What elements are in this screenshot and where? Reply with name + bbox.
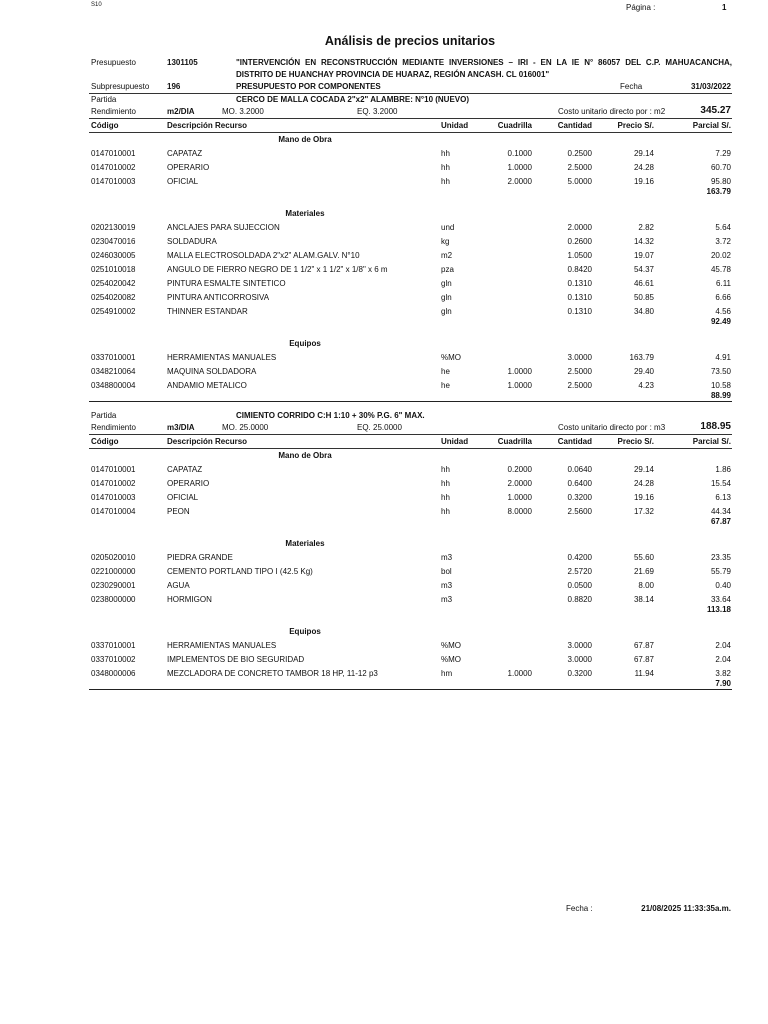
cell-descripcion: PINTURA ANTICORROSIVA bbox=[167, 293, 270, 302]
eq-rendimiento: EQ. 3.2000 bbox=[357, 107, 398, 116]
cell-cuadrilla: 2.0000 bbox=[507, 479, 532, 488]
section-title: Equipos bbox=[289, 339, 321, 348]
cell-descripcion: HORMIGON bbox=[167, 595, 212, 604]
column-cuadrilla: Cuadrilla bbox=[497, 121, 532, 130]
cell-parcial: 2.04 bbox=[715, 641, 731, 650]
cell-cantidad: 3.0000 bbox=[567, 655, 592, 664]
cell-unidad: bol bbox=[441, 567, 452, 576]
partida-label: Partida bbox=[91, 95, 117, 104]
column-cuadrilla: Cuadrilla bbox=[497, 437, 532, 446]
section-subtotal: 113.18 bbox=[706, 605, 731, 614]
table-row bbox=[0, 478, 768, 490]
cell-unidad: hh bbox=[441, 493, 450, 502]
column-parcial: Parcial S/. bbox=[692, 437, 731, 446]
cell-parcial: 60.70 bbox=[710, 163, 731, 172]
divider bbox=[89, 93, 732, 94]
cell-codigo: 0230470016 bbox=[91, 237, 136, 246]
cell-precio: 29.14 bbox=[633, 149, 654, 158]
section-title: Mano de Obra bbox=[278, 451, 332, 460]
partida-description: CIMIENTO CORRIDO C:H 1:10 + 30% P.G. 6" MAX. bbox=[236, 411, 425, 420]
cell-precio: 67.87 bbox=[633, 641, 654, 650]
cell-precio: 24.28 bbox=[633, 163, 654, 172]
cell-codigo: 0254020042 bbox=[91, 279, 136, 288]
cell-unidad: und bbox=[441, 223, 455, 232]
cell-descripcion: MAQUINA SOLDADORA bbox=[167, 367, 257, 376]
section-title: Mano de Obra bbox=[278, 135, 332, 144]
table-row bbox=[0, 250, 768, 262]
cell-descripcion: PINTURA ESMALTE SINTETICO bbox=[167, 279, 286, 288]
cell-cantidad: 0.1310 bbox=[567, 293, 592, 302]
section-title: Materiales bbox=[285, 209, 325, 218]
table-row bbox=[0, 566, 768, 578]
cell-cuadrilla: 0.1000 bbox=[507, 149, 532, 158]
table-row bbox=[0, 594, 768, 606]
subpresupuesto-description: PRESUPUESTO POR COMPONENTES bbox=[236, 82, 381, 91]
cell-precio: 19.16 bbox=[633, 493, 654, 502]
cell-cantidad: 3.0000 bbox=[567, 641, 592, 650]
cell-descripcion: AGUA bbox=[167, 581, 190, 590]
cell-precio: 163.79 bbox=[629, 353, 654, 362]
cell-unidad: hm bbox=[441, 669, 453, 678]
cell-parcial: 33.64 bbox=[710, 595, 731, 604]
rendimiento-unit: m3/DIA bbox=[167, 423, 195, 432]
cell-precio: 17.32 bbox=[633, 507, 654, 516]
cell-unidad: m3 bbox=[441, 581, 453, 590]
cell-cantidad: 0.3200 bbox=[567, 669, 592, 678]
cell-codigo: 0230290001 bbox=[91, 581, 136, 590]
cell-cantidad: 1.0500 bbox=[567, 251, 592, 260]
cell-descripcion: OFICIAL bbox=[167, 493, 199, 502]
partida-description: CERCO DE MALLA COCADA 2"x2" ALAMBRE: N°10 (NUEVO) bbox=[236, 95, 470, 104]
divider bbox=[89, 132, 732, 133]
cell-parcial: 10.58 bbox=[710, 381, 731, 390]
cell-cantidad: 0.2500 bbox=[567, 149, 592, 158]
table-row bbox=[0, 580, 768, 592]
cell-parcial: 6.66 bbox=[715, 293, 731, 302]
rendimiento-label: Rendimiento bbox=[91, 423, 136, 432]
column-descripcion: Descripción Recurso bbox=[167, 437, 248, 446]
cell-codigo: 0337010001 bbox=[91, 353, 136, 362]
cell-codigo: 0254020082 bbox=[91, 293, 136, 302]
cell-parcial: 3.72 bbox=[715, 237, 731, 246]
cell-descripcion: THINNER ESTANDAR bbox=[167, 307, 248, 316]
cell-descripcion: CAPATAZ bbox=[167, 465, 203, 474]
cell-codigo: 0251010018 bbox=[91, 265, 136, 274]
cell-parcial: 6.13 bbox=[715, 493, 731, 502]
table-row bbox=[0, 264, 768, 276]
cell-codigo: 0147010003 bbox=[91, 177, 136, 186]
cell-unidad: kg bbox=[441, 237, 450, 246]
presupuesto-description-line2: DISTRITO DE HUANCHAY PROVINCIA DE HUARAZ, REGIÓN ANCASH. CL 016001" bbox=[236, 70, 550, 79]
cell-cantidad: 2.5720 bbox=[567, 567, 592, 576]
table-row bbox=[0, 292, 768, 304]
cell-codigo: 0147010001 bbox=[91, 149, 136, 158]
table-row bbox=[0, 366, 768, 378]
cell-cantidad: 5.0000 bbox=[567, 177, 592, 186]
section-title: Equipos bbox=[289, 627, 321, 636]
cell-precio: 14.32 bbox=[633, 237, 654, 246]
cell-cantidad: 0.1310 bbox=[567, 307, 592, 316]
cell-codigo: 0221000000 bbox=[91, 567, 136, 576]
divider bbox=[89, 118, 732, 119]
column-precio: Precio S/. bbox=[617, 437, 654, 446]
cell-cuadrilla: 1.0000 bbox=[507, 669, 532, 678]
cell-descripcion: OPERARIO bbox=[167, 163, 210, 172]
rendimiento-label: Rendimiento bbox=[91, 107, 136, 116]
fecha-value: 31/03/2022 bbox=[690, 82, 731, 91]
table-row bbox=[0, 492, 768, 504]
table-row bbox=[0, 552, 768, 564]
cell-unidad: gln bbox=[441, 307, 452, 316]
page-number: 1 bbox=[722, 3, 727, 12]
cell-cantidad: 2.5000 bbox=[567, 381, 592, 390]
cell-descripcion: PIEDRA GRANDE bbox=[167, 553, 233, 562]
cell-descripcion: HERRAMIENTAS MANUALES bbox=[167, 641, 277, 650]
cell-codigo: 0348210064 bbox=[91, 367, 136, 376]
cell-parcial: 6.11 bbox=[716, 279, 731, 288]
cell-descripcion: ANGULO DE FIERRO NEGRO DE 1 1/2" x 1 1/2" x 1/8" x 6 m bbox=[167, 265, 388, 274]
divider bbox=[89, 434, 732, 435]
table-row bbox=[0, 148, 768, 160]
section-subtotal: 88.99 bbox=[710, 391, 731, 400]
cell-unidad: hh bbox=[441, 465, 450, 474]
cell-cuadrilla: 1.0000 bbox=[507, 163, 532, 172]
footer-fecha-label: Fecha : bbox=[566, 904, 593, 913]
cell-parcial: 0.40 bbox=[715, 581, 731, 590]
cell-descripcion: SOLDADURA bbox=[167, 237, 217, 246]
cell-parcial: 15.54 bbox=[710, 479, 731, 488]
cell-precio: 29.40 bbox=[633, 367, 654, 376]
cell-cuadrilla: 1.0000 bbox=[507, 381, 532, 390]
cell-parcial: 4.56 bbox=[715, 307, 731, 316]
table-row bbox=[0, 380, 768, 392]
cell-unidad: he bbox=[441, 367, 450, 376]
cell-cantidad: 2.5000 bbox=[567, 367, 592, 376]
cell-precio: 34.80 bbox=[633, 307, 654, 316]
rendimiento-unit: m2/DIA bbox=[167, 107, 195, 116]
cell-cantidad: 0.8420 bbox=[567, 265, 592, 274]
cell-unidad: %MO bbox=[441, 655, 461, 664]
cell-descripcion: MALLA ELECTROSOLDADA 2"x2" ALAM.GALV. N°10 bbox=[167, 251, 360, 260]
cell-unidad: he bbox=[441, 381, 450, 390]
table-row bbox=[0, 668, 768, 680]
column-descripcion: Descripción Recurso bbox=[167, 121, 248, 130]
cell-codigo: 0246030005 bbox=[91, 251, 136, 260]
footer-fecha-value: 21/08/2025 11:33:35a.m. bbox=[641, 904, 731, 913]
cell-cantidad: 3.0000 bbox=[567, 353, 592, 362]
cell-cuadrilla: 8.0000 bbox=[507, 507, 532, 516]
cell-cantidad: 0.0640 bbox=[567, 465, 592, 474]
cell-cantidad: 0.2600 bbox=[567, 237, 592, 246]
cell-unidad: hh bbox=[441, 479, 450, 488]
table-row bbox=[0, 352, 768, 364]
cell-codigo: 0147010004 bbox=[91, 507, 136, 516]
cell-precio: 50.85 bbox=[633, 293, 654, 302]
column-unidad: Unidad bbox=[441, 121, 469, 130]
table-row bbox=[0, 162, 768, 174]
section-subtotal: 7.90 bbox=[715, 679, 731, 688]
cell-descripcion: OFICIAL bbox=[167, 177, 199, 186]
cell-unidad: m3 bbox=[441, 595, 453, 604]
cell-codigo: 0348000006 bbox=[91, 669, 136, 678]
presupuesto-code: 1301105 bbox=[167, 58, 198, 67]
column-codigo: Código bbox=[91, 121, 119, 130]
section-subtotal: 67.87 bbox=[710, 517, 731, 526]
cell-unidad: gln bbox=[441, 279, 452, 288]
partida-divider bbox=[89, 689, 732, 690]
cell-precio: 55.60 bbox=[633, 553, 654, 562]
costo-unitario-label: Costo unitario directo por : m2 bbox=[558, 107, 666, 116]
cell-codigo: 0147010002 bbox=[91, 479, 136, 488]
cell-descripcion: OPERARIO bbox=[167, 479, 210, 488]
cell-codigo: 0147010001 bbox=[91, 465, 136, 474]
table-row bbox=[0, 236, 768, 248]
table-row bbox=[0, 222, 768, 234]
column-precio: Precio S/. bbox=[617, 121, 654, 130]
column-header-row bbox=[0, 436, 768, 448]
document-title: Análisis de precios unitarios bbox=[324, 34, 496, 48]
cell-parcial: 20.02 bbox=[710, 251, 731, 260]
cell-descripcion: CAPATAZ bbox=[167, 149, 203, 158]
cell-precio: 24.28 bbox=[633, 479, 654, 488]
cell-unidad: pza bbox=[441, 265, 454, 274]
cell-parcial: 55.79 bbox=[710, 567, 731, 576]
cell-precio: 29.14 bbox=[633, 465, 654, 474]
subpresupuesto-label: Subpresupuesto bbox=[91, 82, 150, 91]
cell-descripcion: CEMENTO PORTLAND TIPO I (42.5 Kg) bbox=[167, 567, 313, 576]
cell-codigo: 0205020010 bbox=[91, 553, 136, 562]
section-title: Materiales bbox=[285, 539, 325, 548]
partida-label: Partida bbox=[91, 411, 117, 420]
cell-precio: 8.00 bbox=[638, 581, 654, 590]
eq-rendimiento: EQ. 25.0000 bbox=[357, 423, 402, 432]
cell-precio: 54.37 bbox=[633, 265, 654, 274]
cell-unidad: hh bbox=[441, 149, 450, 158]
table-row bbox=[0, 640, 768, 652]
mo-rendimiento: MO. 3.2000 bbox=[222, 107, 264, 116]
cell-parcial: 3.82 bbox=[715, 669, 731, 678]
cell-descripcion: IMPLEMENTOS DE BIO SEGURIDAD bbox=[167, 655, 305, 664]
cell-parcial: 95.80 bbox=[710, 177, 731, 186]
cell-unidad: %MO bbox=[441, 641, 461, 650]
cell-precio: 19.07 bbox=[633, 251, 654, 260]
cell-cantidad: 0.4200 bbox=[567, 553, 592, 562]
table-row bbox=[0, 654, 768, 666]
table-row bbox=[0, 464, 768, 476]
presupuesto-description-line1: "INTERVENCIÓN EN RECONSTRUCCIÓN MEDIANTE INVERSIONES – IRI - EN LA IE N° 86057 DEL C.P. MAHUACANCHA, bbox=[236, 58, 732, 67]
cell-precio: 46.61 bbox=[633, 279, 654, 288]
cell-parcial: 73.50 bbox=[710, 367, 731, 376]
column-cantidad: Cantidad bbox=[557, 121, 592, 130]
cell-descripcion: PEON bbox=[167, 507, 190, 516]
cell-codigo: 0147010003 bbox=[91, 493, 136, 502]
cell-unidad: gln bbox=[441, 293, 452, 302]
cell-parcial: 45.78 bbox=[710, 265, 731, 274]
cell-cantidad: 0.3200 bbox=[567, 493, 592, 502]
cell-codigo: 0254910002 bbox=[91, 307, 136, 316]
cell-codigo: 0348800004 bbox=[91, 381, 136, 390]
costo-unitario-value: 345.27 bbox=[700, 105, 731, 116]
cell-precio: 2.82 bbox=[638, 223, 654, 232]
cell-codigo: 0147010002 bbox=[91, 163, 136, 172]
cell-unidad: %MO bbox=[441, 353, 461, 362]
cell-parcial: 1.86 bbox=[715, 465, 731, 474]
cell-cantidad: 0.1310 bbox=[567, 279, 592, 288]
page-label: Página : bbox=[626, 3, 656, 12]
table-row bbox=[0, 306, 768, 318]
divider bbox=[89, 448, 732, 449]
column-unidad: Unidad bbox=[441, 437, 469, 446]
cell-precio: 19.16 bbox=[633, 177, 654, 186]
table-row bbox=[0, 176, 768, 188]
cell-precio: 21.69 bbox=[633, 567, 654, 576]
cell-codigo: 0202130019 bbox=[91, 223, 136, 232]
cell-parcial: 7.29 bbox=[715, 149, 731, 158]
table-row bbox=[0, 278, 768, 290]
cell-codigo: 0337010001 bbox=[91, 641, 136, 650]
cell-unidad: hh bbox=[441, 507, 450, 516]
cell-precio: 67.87 bbox=[633, 655, 654, 664]
section-subtotal: 92.49 bbox=[710, 317, 731, 326]
cell-cuadrilla: 0.2000 bbox=[507, 465, 532, 474]
cell-cantidad: 0.6400 bbox=[567, 479, 592, 488]
column-cantidad: Cantidad bbox=[557, 437, 592, 446]
cell-precio: 4.23 bbox=[638, 381, 654, 390]
cell-parcial: 23.35 bbox=[710, 553, 731, 562]
cell-cantidad: 2.5000 bbox=[567, 163, 592, 172]
presupuesto-label: Presupuesto bbox=[91, 58, 136, 67]
column-parcial: Parcial S/. bbox=[692, 121, 731, 130]
costo-unitario-label: Costo unitario directo por : m3 bbox=[558, 423, 666, 432]
cell-cuadrilla: 1.0000 bbox=[507, 493, 532, 502]
cell-parcial: 44.34 bbox=[710, 507, 731, 516]
cell-codigo: 0337010002 bbox=[91, 655, 136, 664]
cell-descripcion: HERRAMIENTAS MANUALES bbox=[167, 353, 277, 362]
cell-cantidad: 0.8820 bbox=[567, 595, 592, 604]
cell-unidad: m3 bbox=[441, 553, 453, 562]
cell-parcial: 5.64 bbox=[715, 223, 731, 232]
cell-descripcion: MEZCLADORA DE CONCRETO TAMBOR 18 HP, 11-12 p3 bbox=[167, 669, 378, 678]
cell-descripcion: ANDAMIO METALICO bbox=[167, 381, 247, 390]
cell-parcial: 4.91 bbox=[715, 353, 731, 362]
column-header-row bbox=[0, 120, 768, 132]
cell-cuadrilla: 2.0000 bbox=[507, 177, 532, 186]
cell-parcial: 2.04 bbox=[715, 655, 731, 664]
mo-rendimiento: MO. 25.0000 bbox=[222, 423, 269, 432]
cell-cantidad: 2.5600 bbox=[567, 507, 592, 516]
cell-unidad: m2 bbox=[441, 251, 453, 260]
column-codigo: Código bbox=[91, 437, 119, 446]
table-row bbox=[0, 506, 768, 518]
cell-cantidad: 0.0500 bbox=[567, 581, 592, 590]
cell-cantidad: 2.0000 bbox=[567, 223, 592, 232]
cell-cuadrilla: 1.0000 bbox=[507, 367, 532, 376]
partida-divider bbox=[89, 401, 732, 402]
subpresupuesto-code: 196 bbox=[167, 82, 181, 91]
cell-unidad: hh bbox=[441, 163, 450, 172]
software-label: S10 bbox=[91, 2, 102, 8]
cell-precio: 38.14 bbox=[633, 595, 654, 604]
cell-descripcion: ANCLAJES PARA SUJECCION bbox=[167, 223, 280, 232]
fecha-label: Fecha bbox=[620, 82, 643, 91]
costo-unitario-value: 188.95 bbox=[700, 421, 731, 432]
cell-unidad: hh bbox=[441, 177, 450, 186]
cell-codigo: 0238000000 bbox=[91, 595, 136, 604]
section-subtotal: 163.79 bbox=[706, 187, 731, 196]
cell-precio: 11.94 bbox=[634, 669, 654, 678]
